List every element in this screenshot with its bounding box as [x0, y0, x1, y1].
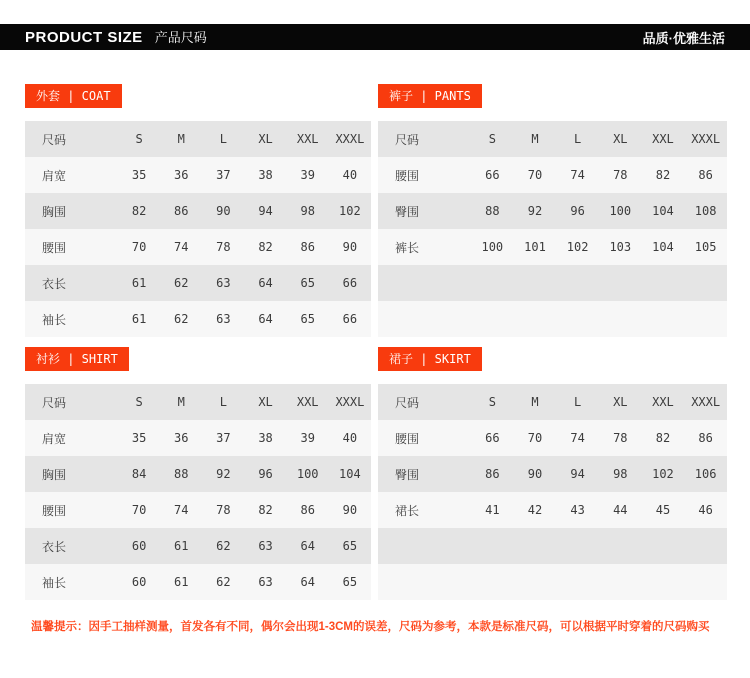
column-header: L: [219, 395, 227, 409]
size-cell: [514, 265, 557, 301]
size-cell: 108: [694, 204, 717, 218]
column-header: M: [177, 395, 185, 409]
size-cell: 86: [698, 168, 713, 182]
column-header: XL: [613, 395, 628, 409]
size-cell: [642, 301, 685, 337]
size-cell: [556, 265, 599, 301]
row-label: 胸围: [42, 467, 67, 482]
row-label: [378, 301, 471, 337]
table-row: [25, 456, 371, 492]
size-cell: 86: [300, 503, 315, 517]
size-cell: 86: [174, 204, 189, 218]
column-header: L: [574, 395, 582, 409]
size-cell: 39: [300, 168, 315, 182]
size-cell: 61: [131, 312, 147, 326]
size-cell: 101: [524, 240, 546, 254]
size-cell: [556, 564, 599, 600]
size-cell: [471, 564, 514, 600]
size-cell: 104: [652, 204, 674, 218]
size-cell: 105: [694, 240, 717, 254]
table-row: [25, 301, 371, 337]
table-row: [378, 193, 727, 229]
row-label: 肩宽: [42, 431, 67, 446]
size-cell: 63: [258, 539, 273, 553]
corner-header: 尺码: [395, 132, 420, 147]
table-row: [378, 229, 727, 265]
size-cell: 88: [485, 204, 500, 218]
header-row-shirt: [25, 384, 371, 420]
table-badge-pants: 裤子 | PANTS: [378, 84, 482, 108]
size-cell: [642, 265, 685, 301]
column-header: L: [574, 132, 582, 146]
size-cell: 74: [570, 168, 585, 182]
table-row: [25, 420, 371, 456]
row-label: 肩宽: [42, 168, 67, 183]
size-tables-grid: [25, 84, 727, 600]
size-cell: 82: [258, 503, 273, 517]
size-cell: 66: [485, 431, 500, 445]
size-cell: 61: [174, 575, 189, 589]
size-cell: 84: [131, 467, 147, 481]
size-cell: 63: [258, 575, 273, 589]
size-cell: [599, 301, 642, 337]
size-cell: 100: [481, 240, 504, 254]
size-cell: 74: [570, 431, 585, 445]
size-cell: 90: [342, 240, 358, 254]
size-cell: 86: [300, 240, 315, 254]
size-cell: 78: [613, 431, 628, 445]
size-cell: 86: [698, 431, 713, 445]
size-cell: 88: [174, 467, 189, 481]
size-cell: 40: [342, 431, 358, 445]
size-cell: 36: [174, 168, 189, 182]
page-title-en: PRODUCT SIZE: [25, 29, 143, 46]
size-cell: 96: [258, 467, 273, 481]
size-cell: 37: [216, 431, 231, 445]
size-cell: 78: [216, 503, 231, 517]
size-cell: 38: [258, 431, 273, 445]
row-label: 裙长: [395, 503, 420, 518]
row-label: 臀围: [395, 204, 420, 219]
size-cell: 64: [300, 539, 315, 553]
size-cell: 98: [300, 204, 315, 218]
column-header: S: [135, 395, 143, 409]
size-cell: 103: [609, 240, 632, 254]
column-header: XXXL: [691, 132, 721, 146]
size-cell: [471, 528, 514, 564]
size-cell: 39: [300, 431, 315, 445]
row-label: 腰围: [395, 431, 420, 446]
size-cell: [471, 265, 514, 301]
row-label: 衣长: [42, 539, 67, 554]
size-cell: [684, 564, 727, 600]
column-header: L: [219, 132, 227, 146]
size-cell: 61: [131, 276, 147, 290]
size-cell: 38: [258, 168, 273, 182]
table-row: [378, 456, 727, 492]
size-cell: 37: [216, 168, 231, 182]
size-cell: 82: [258, 240, 273, 254]
size-cell: [556, 301, 599, 337]
empty-row: [378, 564, 727, 600]
table-row: [25, 157, 371, 193]
size-cell: 60: [131, 539, 147, 553]
empty-row: [378, 265, 727, 301]
size-cell: [514, 528, 557, 564]
header-tagline: 品质·优雅生活: [642, 30, 725, 46]
row-label: 袖长: [42, 575, 67, 590]
size-grid-skirt: [378, 384, 727, 600]
size-cell: 100: [609, 204, 632, 218]
row-label: [378, 564, 471, 600]
size-cell: 64: [258, 312, 273, 326]
size-cell: 44: [613, 503, 628, 517]
table-row: [25, 193, 371, 229]
row-label: [378, 528, 471, 564]
size-cell: 74: [174, 503, 189, 517]
row-label: 袖长: [42, 312, 67, 327]
size-cell: 70: [527, 168, 543, 182]
size-table-coat: [25, 84, 371, 337]
row-label: 胸围: [42, 204, 67, 219]
size-cell: 70: [131, 240, 147, 254]
size-cell: 82: [655, 431, 671, 445]
size-cell: 104: [652, 240, 674, 254]
size-cell: 62: [174, 312, 189, 326]
size-cell: 100: [296, 467, 319, 481]
size-cell: 66: [342, 276, 358, 290]
row-label: 腰围: [42, 240, 67, 255]
column-header: M: [531, 395, 539, 409]
size-cell: [642, 564, 685, 600]
size-cell: 74: [174, 240, 189, 254]
size-cell: 65: [342, 575, 358, 589]
size-cell: 94: [570, 467, 585, 481]
size-cell: [642, 528, 685, 564]
size-cell: 42: [527, 503, 543, 517]
column-header: XXXL: [691, 395, 721, 409]
column-header: XL: [258, 395, 273, 409]
size-table-pants: [378, 84, 727, 337]
size-cell: [514, 301, 557, 337]
size-cell: 65: [300, 276, 315, 290]
column-header: S: [135, 132, 143, 146]
page-title: [25, 27, 207, 47]
size-cell: 64: [258, 276, 273, 290]
size-cell: [556, 528, 599, 564]
size-cell: 106: [694, 467, 717, 481]
table-row: [25, 564, 371, 600]
size-cell: 104: [339, 467, 361, 481]
size-cell: 36: [174, 431, 189, 445]
row-label: 腰围: [395, 168, 420, 183]
page-title-cn: 产品尺码: [154, 30, 207, 45]
size-cell: 102: [652, 467, 674, 481]
size-cell: 78: [216, 240, 231, 254]
row-label: 衣长: [42, 276, 67, 291]
size-cell: 66: [342, 312, 358, 326]
column-header: XXL: [652, 395, 674, 409]
column-header: XXL: [652, 132, 674, 146]
size-cell: 40: [342, 168, 358, 182]
column-header: M: [531, 132, 539, 146]
table-badge-skirt: 裙子 | SKIRT: [378, 347, 482, 371]
row-label: 裤长: [395, 240, 420, 255]
size-cell: 45: [655, 503, 671, 517]
size-cell: 62: [216, 575, 231, 589]
size-cell: 64: [300, 575, 315, 589]
column-header: XXXL: [335, 395, 365, 409]
empty-row: [378, 528, 727, 564]
table-row: [378, 492, 727, 528]
size-cell: 66: [485, 168, 500, 182]
empty-row: [378, 301, 727, 337]
row-label: 臀围: [395, 467, 420, 482]
table-row: [25, 265, 371, 301]
size-cell: 43: [570, 503, 585, 517]
size-grid-shirt: [25, 384, 371, 600]
size-cell: 90: [216, 204, 231, 218]
size-cell: 90: [342, 503, 358, 517]
size-cell: 86: [485, 467, 500, 481]
size-cell: 92: [527, 204, 543, 218]
size-cell: [684, 301, 727, 337]
size-cell: [599, 528, 642, 564]
size-cell: 65: [300, 312, 315, 326]
size-cell: [684, 265, 727, 301]
size-cell: 78: [613, 168, 628, 182]
header-row-pants: [378, 121, 727, 157]
table-badge-coat: 外套 | COAT: [25, 84, 122, 108]
table-badge-shirt: 衬衫 | SHIRT: [25, 347, 129, 371]
column-header: S: [488, 132, 496, 146]
corner-header: 尺码: [42, 132, 67, 147]
size-cell: 35: [131, 431, 147, 445]
size-cell: 82: [655, 168, 671, 182]
size-cell: 90: [527, 467, 543, 481]
row-label: 腰围: [42, 503, 67, 518]
size-grid-pants: [378, 121, 727, 337]
table-row: [25, 492, 371, 528]
size-cell: [684, 528, 727, 564]
table-row: [378, 420, 727, 456]
column-header: XXL: [296, 132, 319, 146]
size-table-shirt: [25, 347, 371, 600]
column-header: XL: [613, 132, 628, 146]
size-cell: 102: [339, 204, 361, 218]
column-header: XXL: [296, 395, 319, 409]
column-header: S: [488, 395, 496, 409]
size-cell: [599, 265, 642, 301]
corner-header: 尺码: [395, 395, 420, 410]
size-cell: 102: [566, 240, 589, 254]
column-header: XL: [258, 132, 273, 146]
size-cell: 62: [174, 276, 189, 290]
table-row: [25, 528, 371, 564]
size-cell: 65: [342, 539, 358, 553]
size-cell: 41: [485, 503, 500, 517]
size-cell: 98: [613, 467, 628, 481]
size-cell: [514, 564, 557, 600]
table-row: [25, 229, 371, 265]
size-cell: 92: [216, 467, 231, 481]
column-header: M: [177, 132, 185, 146]
size-cell: 70: [131, 503, 147, 517]
row-label: [378, 265, 471, 301]
size-cell: [599, 564, 642, 600]
size-cell: 70: [527, 431, 543, 445]
size-grid-coat: [25, 121, 371, 337]
size-cell: 82: [131, 204, 147, 218]
size-cell: [471, 301, 514, 337]
header-bar: [0, 24, 750, 50]
size-cell: 63: [216, 276, 231, 290]
size-table-skirt: [378, 347, 727, 600]
size-cell: 96: [570, 204, 585, 218]
header-row-coat: [25, 121, 371, 157]
size-cell: 94: [258, 204, 273, 218]
size-cell: 63: [216, 312, 231, 326]
size-cell: 35: [131, 168, 147, 182]
column-header: XXXL: [335, 132, 365, 146]
size-cell: 62: [216, 539, 231, 553]
size-cell: 61: [174, 539, 189, 553]
size-tip-note: 温馨提示：因手工抽样测量，首发各有不同，偶尔会出现1-3CM的误差，尺码为参考，本款是标准尺码，可以根据平时穿着的尺码购买: [31, 621, 710, 633]
corner-header: 尺码: [42, 395, 67, 410]
size-cell: 60: [131, 575, 147, 589]
table-row: [378, 157, 727, 193]
size-cell: 46: [698, 503, 713, 517]
header-row-skirt: [378, 384, 727, 420]
